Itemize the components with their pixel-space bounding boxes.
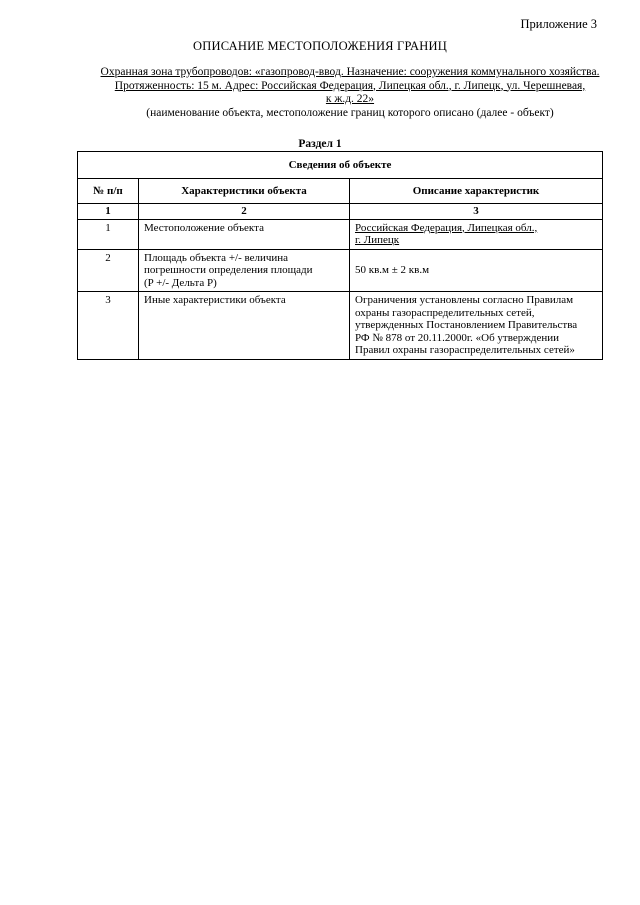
- row-description: [350, 292, 603, 360]
- table-row: [78, 219, 603, 249]
- row-number: 2: [78, 249, 139, 292]
- object-info-table: [77, 151, 603, 360]
- section-title: Раздел 1: [298, 138, 342, 150]
- table-header-row: [78, 179, 603, 204]
- column-number: 3: [350, 204, 603, 220]
- row-characteristic: Местоположение объекта: [139, 219, 350, 249]
- description-line: охраны газораспределительных сетей,: [355, 306, 535, 319]
- description-line: Российская Федерация, Липецкая обл.,: [355, 221, 538, 234]
- object-name-caption: (наименование объекта, местоположение границ которого описано (далее - объект): [146, 106, 554, 119]
- appendix-label: Приложение 3: [520, 17, 597, 31]
- object-name-line-3: к ж.д. 22»: [325, 93, 375, 105]
- object-name-line-2: Протяженность: 15 м. Адрес: Российская Федерация, Липецкая обл., г. Липецк, ул. Черешневая,: [114, 79, 586, 92]
- row-characteristic: Иные характеристики объекта: [139, 292, 350, 360]
- table-title-row: [78, 152, 603, 179]
- description-line: Ограничения установлены согласно Правилам: [355, 294, 574, 306]
- column-header-description: Описание характеристик: [350, 179, 603, 204]
- characteristic-line: погрешности определения площади: [144, 264, 313, 276]
- row-number: 3: [78, 292, 139, 360]
- characteristic-line: Площадь объекта +/- величина: [144, 251, 289, 264]
- description-line: утвержденных Постановлением Правительства: [355, 319, 578, 331]
- object-name-line-1: Охранная зона трубопроводов: «газопровод-ввод. Назначение: сооружения коммунального хозяйства.: [100, 66, 600, 78]
- column-number: 1: [78, 204, 139, 220]
- column-header-number: № п/п: [78, 179, 139, 204]
- row-number: 1: [78, 219, 139, 249]
- row-description: 50 кв.м ± 2 кв.м: [350, 249, 603, 292]
- description-line: Правил охраны газораспределительных сетей»: [355, 344, 575, 356]
- column-number-row: [78, 204, 603, 220]
- table-row: [78, 292, 603, 360]
- row-description: [350, 219, 603, 249]
- description-line: г. Липецк: [355, 234, 400, 246]
- description-line: РФ № 878 от 20.11.2000г. «Об утверждении: [355, 331, 559, 344]
- column-header-characteristic: Характеристики объекта: [139, 179, 350, 204]
- table-row: [78, 249, 603, 292]
- document-title: ОПИСАНИЕ МЕСТОПОЛОЖЕНИЯ ГРАНИЦ: [193, 39, 447, 53]
- column-number: 2: [139, 204, 350, 220]
- table-title: Сведения об объекте: [78, 152, 603, 179]
- object-name: [60, 66, 640, 120]
- row-characteristic: [139, 249, 350, 292]
- characteristic-line: (P +/- Дельта P): [144, 276, 217, 289]
